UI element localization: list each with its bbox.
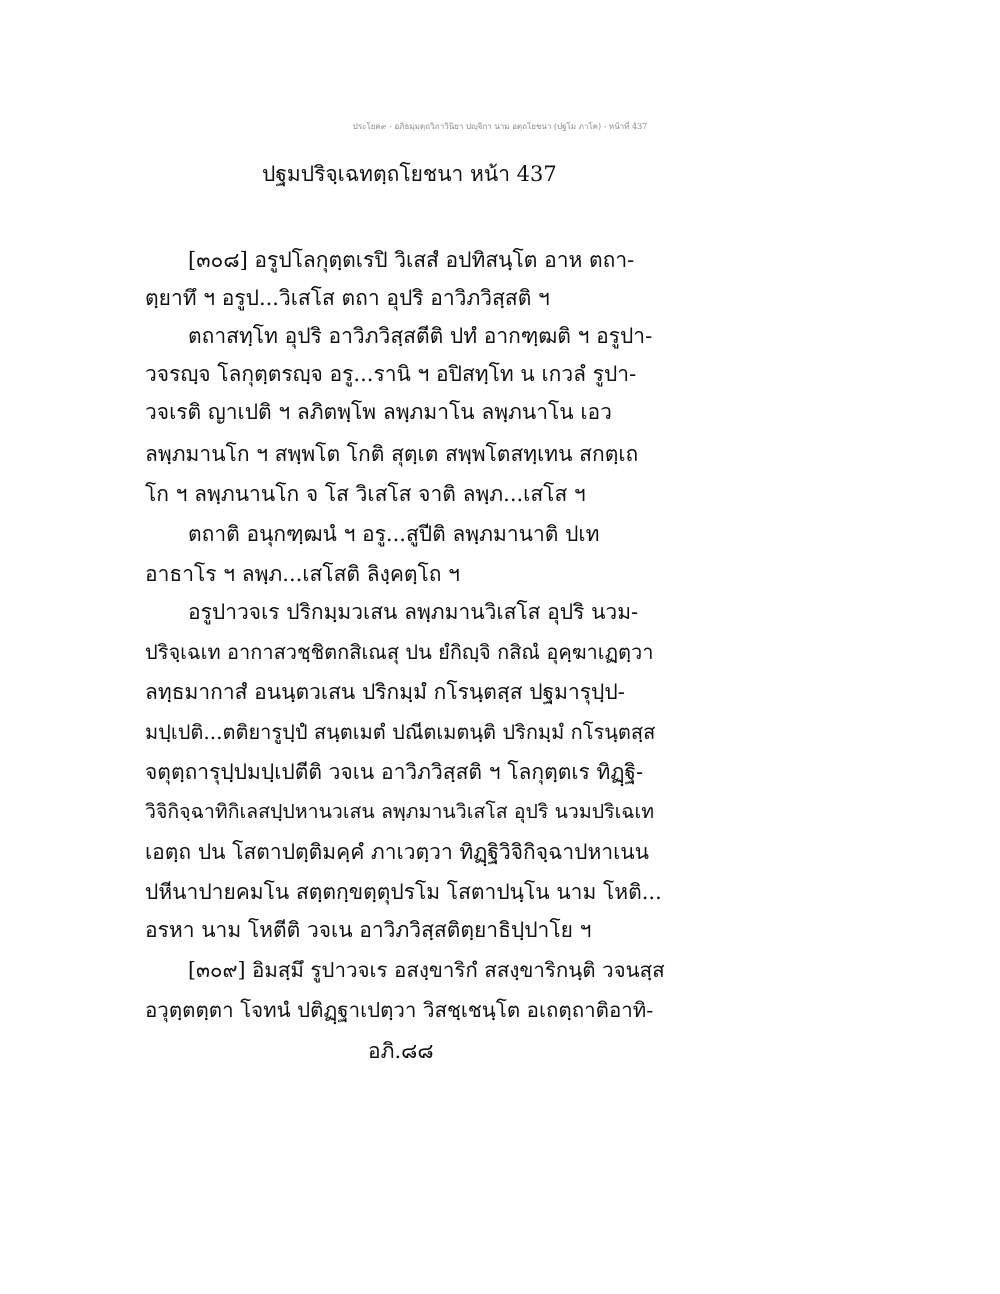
text-line: มปฺเปติ...ตติยารูปฺปํ สนฺตเมตํ ปณีตเมตนฺติ ปริกมฺมํ กโรนฺตสฺส — [145, 720, 656, 744]
text-line: จตุตฺถารุปฺปมปฺเปตีติ วจเน อาวิภวิสฺสติ ฯ โลกุตฺตเร ทิฏฺฐิ- — [145, 760, 644, 784]
text-line: อวุตฺตตฺตา โจทนํ ปติฏฺฐาเปตฺวา วิสชฺเชนฺโต อเถตฺถาติอาทิ- — [145, 998, 654, 1022]
text-line: อรหา นาม โหตีติ วจเน อาวิภวิสฺสติตฺยาธิปฺปาโย ฯ — [145, 918, 592, 942]
text-line: ลทฺธมากาสํ อนนฺตวเสน ปริกมฺมํ กโรนฺตสฺส ปฐมารุปฺป- — [145, 680, 625, 704]
text-line: [๓๐๙] อิมสฺมึ รูปาวจเร อสงฺขาริกํ สสงฺขาริกนฺติ วจนสฺส — [188, 958, 665, 982]
text-line: ปริจฺเฉเท อากาสวชฺชิตกสิเณสุ ปน ยํกิญฺจิ กสิณํ อุคฺฆาเฏตฺวา — [145, 640, 654, 664]
text-line: วจรญฺจ โลกุตฺตรญฺจ อรู...รานิ ฯ อปิสทฺโท น เกวลํ รูปา- — [145, 362, 637, 386]
text-line: เอตฺถ ปน โสตาปตฺติมคฺคํ ภาเวตฺวา ทิฏฺฐิวิจิกิจฺฉาปหาเนน — [145, 840, 650, 864]
text-line: ตถาสทฺโท อุปริ อาวิภวิสฺสตีติ ปทํ อากฑฺฒติ ฯ อรูปา- — [188, 324, 653, 348]
text-line: อาธาโร ฯ ลพฺภ...เสโสติ ลิงฺคตฺโถ ฯ — [145, 562, 460, 586]
text-line: วิจิกิจฺฉาทิกิเลสปฺปหานวเสน ลพฺภมานวิเสโส อุปริ นวมปริเฉเท — [145, 800, 655, 823]
running-header: ประโยค๙ - อภิธมฺมตฺถวิภาวินิยา ปญฺจิกา นาม อตฺถโยชนา (ปฐโม ภาโค) - หน้าที่ 437 — [352, 122, 648, 131]
text-line: ลพฺภมานโก ฯ สพฺพโต โกติ สุตฺเต สพฺพโตสทฺเทน สกตฺเถ — [145, 442, 639, 466]
text-line: โก ฯ ลพฺภนานโก จ โส วิเสโส จาติ ลพฺภ...เสโส ฯ — [145, 482, 586, 506]
page-folio: อภิ.๘๘ — [368, 1039, 434, 1063]
text-line: วจเรติ ญาเปติ ฯ ลภิตพฺโพ ลพฺภมาโน ลพฺภนาโน เอว — [145, 400, 612, 424]
text-line: [๓๐๘] อรูปโลกุตฺตเรปิ วิเสสํ อปทิสนฺโต อาห ตถา- — [188, 248, 635, 272]
text-line: ตฺยาทึ ฯ อรูป...วิเสโส ตถา อุปริ อาวิภวิสฺสติ ฯ — [145, 286, 550, 310]
text-line: ปหีนาปายคมโน สตฺตกฺขตฺตุปรโม โสตาปนฺโน นาม โหติ... — [145, 880, 662, 904]
text-line: อรูปาวจเร ปริกมฺมวเสน ลพฺภมานวิเสโส อุปริ นวม- — [188, 600, 639, 624]
page-subtitle: ปฐมปริจฺเฉทตฺถโยชนา หน้า 437 — [262, 162, 557, 186]
text-line: ตถาติ อนุกฑฺฒนํ ฯ อรู...สูปีติ ลพฺภมานาติ ปเท — [188, 522, 600, 546]
